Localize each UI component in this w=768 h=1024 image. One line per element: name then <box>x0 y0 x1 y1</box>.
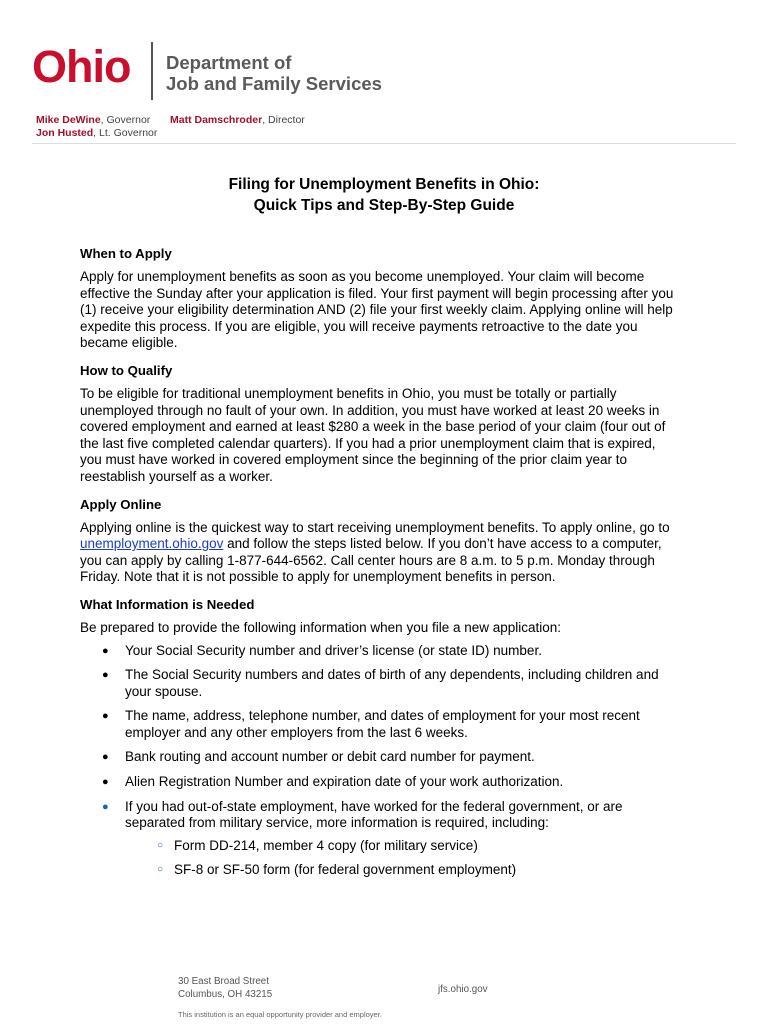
footer-website[interactable]: jfs.ohio.gov <box>438 984 488 995</box>
bullet-icon: ● <box>102 776 109 789</box>
section-information-needed <box>80 596 676 879</box>
footer-eeo-statement: This institution is an equal opportunity provider and employer. <box>178 1010 382 1019</box>
sub-list-item <box>125 838 676 855</box>
list-item-text: If you had out-of-state employment, have worked for the federal government, or are separated from military service, more information is required, including: <box>125 798 623 831</box>
officials-governors <box>36 114 157 139</box>
list-item-text: Alien Registration Number and expiration date of your work authorization. <box>125 774 564 790</box>
requirements-list <box>80 643 676 880</box>
sub-list-item-text: Form DD-214, member 4 copy (for military service) <box>174 837 478 853</box>
department-line-1: Department of <box>166 52 292 73</box>
bullet-icon: ● <box>102 669 109 682</box>
letterhead <box>0 0 768 150</box>
hollow-bullet-icon: ○ <box>157 864 164 876</box>
list-item <box>80 799 676 879</box>
section-when-to-apply <box>80 245 676 352</box>
section-paragraph: Apply for unemployment benefits as soon as you become unemployed. Your claim will become effective the Sunday after your application is filed. Your first payment will begin processing after you (1) receive your eligibility determination AND (2) file your first weekly claim. Applying online will help expedite this process. If you are eligible, you will receive payments retroactive to the date you became eligible. <box>80 269 674 351</box>
section-apply-online <box>80 496 676 586</box>
list-item <box>80 667 676 700</box>
list-item-text: Bank routing and account number or debit card number for payment. <box>125 749 535 765</box>
unemployment-site-link[interactable]: unemployment.ohio.gov <box>80 536 224 552</box>
sub-list <box>125 838 676 879</box>
list-item-text: The Social Security numbers and dates of birth of any dependents, including children and your spouse. <box>125 667 659 699</box>
ohio-wordmark: Ohio <box>32 41 131 92</box>
department-name <box>166 52 382 94</box>
lt-governor-name: Jon Husted <box>36 126 94 139</box>
list-item <box>80 749 676 766</box>
logo-divider <box>151 42 153 100</box>
governor-name: Mike DeWine <box>36 114 101 126</box>
list-item-text: The name, address, telephone number, and dates of employment for your most recent employer and any other employers from the last 6 weeks. <box>125 708 640 740</box>
section-paragraph: To be eligible for traditional unemployment benefits in Ohio, you must be totally or partially unemployed through no fault of your own. In addition, you must have worked at least 20 weeks in covered employment and earned at least $280 a week in the base period of your claim (four out of the last five completed calendar quarters). If you had a prior unemployment claim that is expired, you must have worked in covered employment since the beginning of the prior claim year to reestablish yourself as a worker. <box>80 385 666 484</box>
list-item <box>80 708 676 741</box>
footer <box>0 968 768 1024</box>
bullet-icon: ● <box>102 751 109 764</box>
lt-governor-title: , Lt. Governor <box>93 126 158 139</box>
section-heading: What Information is Needed <box>80 596 255 612</box>
title-line-1: Filing for Unemployment Benefits in Ohio: <box>228 176 540 193</box>
document-body <box>80 245 676 889</box>
bullet-icon: ● <box>102 644 109 657</box>
section-how-to-qualify <box>80 362 676 486</box>
governor-title: , Governor <box>100 114 151 126</box>
bullet-icon: ● <box>102 710 109 723</box>
sub-list-item <box>125 862 676 879</box>
director-title: , Director <box>262 114 305 126</box>
section-heading: Apply Online <box>80 496 162 512</box>
document-title <box>0 174 768 216</box>
director-name: Matt Damschroder <box>170 114 263 126</box>
section-paragraph <box>80 520 676 586</box>
list-item <box>80 643 676 660</box>
bullet-icon: ● <box>102 800 109 813</box>
ohio-logo <box>32 41 131 92</box>
section-heading: When to Apply <box>80 246 172 261</box>
title-line-2: Quick Tips and Step-By-Step Guide <box>253 197 515 214</box>
header-divider <box>32 143 736 144</box>
section-heading: How to Qualify <box>80 362 173 378</box>
sub-list-item-text: SF-8 or SF-50 form (for federal government employment) <box>174 862 517 878</box>
list-item <box>80 774 676 791</box>
address-line-2: Columbus, OH 43215 <box>178 988 273 1000</box>
department-line-2: Job and Family Services <box>166 73 382 94</box>
footer-address <box>178 976 272 1001</box>
section-intro: Be prepared to provide the following information when you file a new application: <box>80 619 562 635</box>
paragraph-text-start: Applying online is the quickest way to start receiving unemployment benefits. To apply online, go to <box>80 519 670 535</box>
list-item-text: Your Social Security number and driver’s license (or state ID) number. <box>125 642 542 658</box>
address-line-1: 30 East Broad Street <box>178 976 269 987</box>
officials-director <box>170 114 305 127</box>
hollow-bullet-icon: ○ <box>157 839 164 851</box>
paragraph-text-end: and follow the steps listed below. If you don’t have access to a computer, you can apply by calling 1-877-644-6562. Call center hours are 8 a.m. to 5 p.m. Monday through Friday. Note that it is not possible to apply for unemployment benefits in person. <box>80 536 662 585</box>
